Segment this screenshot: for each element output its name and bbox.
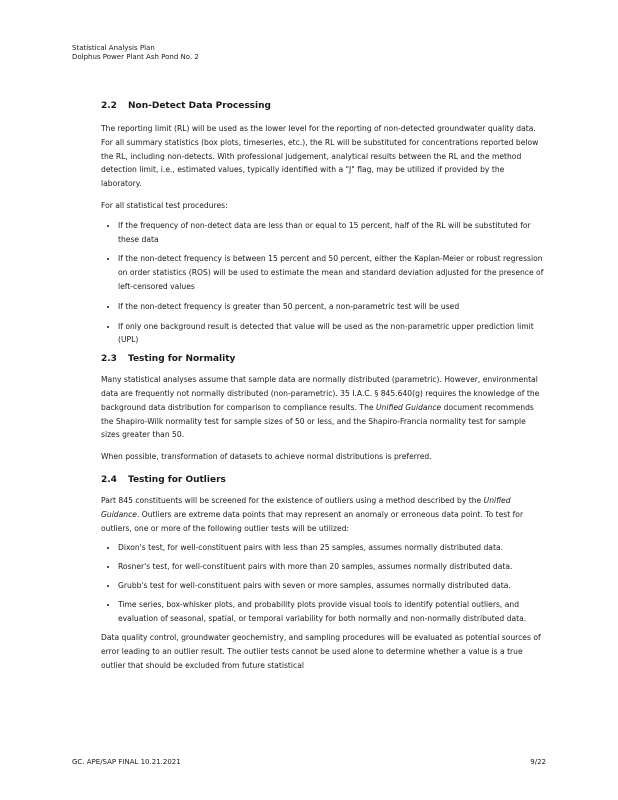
bullet-list <box>101 541 545 625</box>
paragraph: For all statistical test procedures: <box>101 200 228 210</box>
paragraph <box>101 494 545 535</box>
header-document-title: Statistical Analysis Plan <box>72 44 155 52</box>
section-title: Testing for Normality <box>128 354 236 365</box>
paragraph <box>101 373 545 442</box>
footer-document-id: GC. APE/SAP FINAL 10.21.2021 <box>72 758 181 766</box>
list-item: • Rosner's test, for well-constituent pairs with more than 20 samples, assumes normally distributed data. <box>118 560 545 574</box>
section-title: Non-Detect Data Processing <box>128 101 271 111</box>
text-run: . Outliers are extreme data points that may represent an anomaly or erroneous data point. To test for outliers, one or more of the following outlier tests will be utilized: <box>101 509 524 533</box>
list-item: • If the frequency of non-detect data are less than or equal to 15 percent, half of the RL will be substituted for these data <box>118 219 545 247</box>
paragraph: The reporting limit (RL) will be used as the lower level for the reporting of non-detected groundwater quality data. For all summary statistics (box plots, timeseries, etc.), the RL will be substituted for concentrations reported below the RL, including non-detects. With professional judgement, analytical results between the RL and the method detection limit, i.e., estimated values, typically identified with a "J" flag, may be utilized if provided by the laboratory. <box>101 124 539 189</box>
list-item: • If the non-detect frequency is greater than 50 percent, a non-parametric test will be used <box>118 300 545 314</box>
section-heading-2-3 <box>101 353 545 365</box>
section-number: 2.3 <box>101 354 117 365</box>
list-item: • Grubb's test for well-constituent pairs with seven or more samples, assumes normally distributed data. <box>118 579 545 593</box>
text-run: Many statistical analyses assume that sample data are normally distributed (parametric). However, environmental data are frequently not normally distributed (non-parametric). 35 I.A.C. § 845.640(g) requires the knowledge of the background data distribution for comparison to compliance results. The <box>101 375 540 412</box>
list-item: • If the non-detect frequency is between 15 percent and 50 percent, either the Kaplan-Meier or robust regression on order statistics (ROS) will be used to estimate the mean and standard deviation adjusted for the presence of left-censored values <box>118 252 545 293</box>
paragraph: When possible, transformation of datasets to achieve normal distributions is preferred. <box>101 452 432 462</box>
text-run: document recommends the Shapiro-Wilk normality test for sample sizes of 50 or less, and the Shapiro-Francia normality test for sample sizes greater than 50. <box>101 402 534 440</box>
page-body <box>101 100 545 673</box>
page-number: 9/22 <box>530 758 546 766</box>
list-item: • Time series, box-whisker plots, and probability plots provide visual tools to identify potential outliers, and evaluation of seasonal, spatial, or temporal variability for both normally and non-normally distributed data. <box>118 598 545 626</box>
section-heading-2-4 <box>101 474 545 486</box>
section-title: Testing for Outliers <box>128 474 226 485</box>
bullet-list <box>101 219 545 347</box>
header-site-name: Dolphus Power Plant Ash Pond No. 2 <box>72 53 199 61</box>
document-title-ref: Unified Guidance <box>101 495 511 519</box>
list-item: • If only one background result is detected that value will be used as the non-parametric upper prediction limit (UPL) <box>118 320 545 348</box>
section-number: 2.2 <box>101 101 117 111</box>
text-run: Part 845 constituents will be screened for the existence of outliers using a method described by the <box>101 495 484 505</box>
section-heading-2-2 <box>101 100 545 112</box>
document-title-ref: Unified Guidance <box>375 402 442 412</box>
list-item: • Dixon's test, for well-constituent pairs with less than 25 samples, assumes normally distributed data. <box>118 541 545 555</box>
section-number: 2.4 <box>101 474 117 485</box>
running-header <box>72 44 199 62</box>
paragraph: Data quality control, groundwater geochemistry, and sampling procedures will be evaluated as potential sources of error leading to an outlier result. The outlier tests cannot be used alone to determine whether a value is a true outlier that should be excluded from future statistical <box>101 633 541 670</box>
